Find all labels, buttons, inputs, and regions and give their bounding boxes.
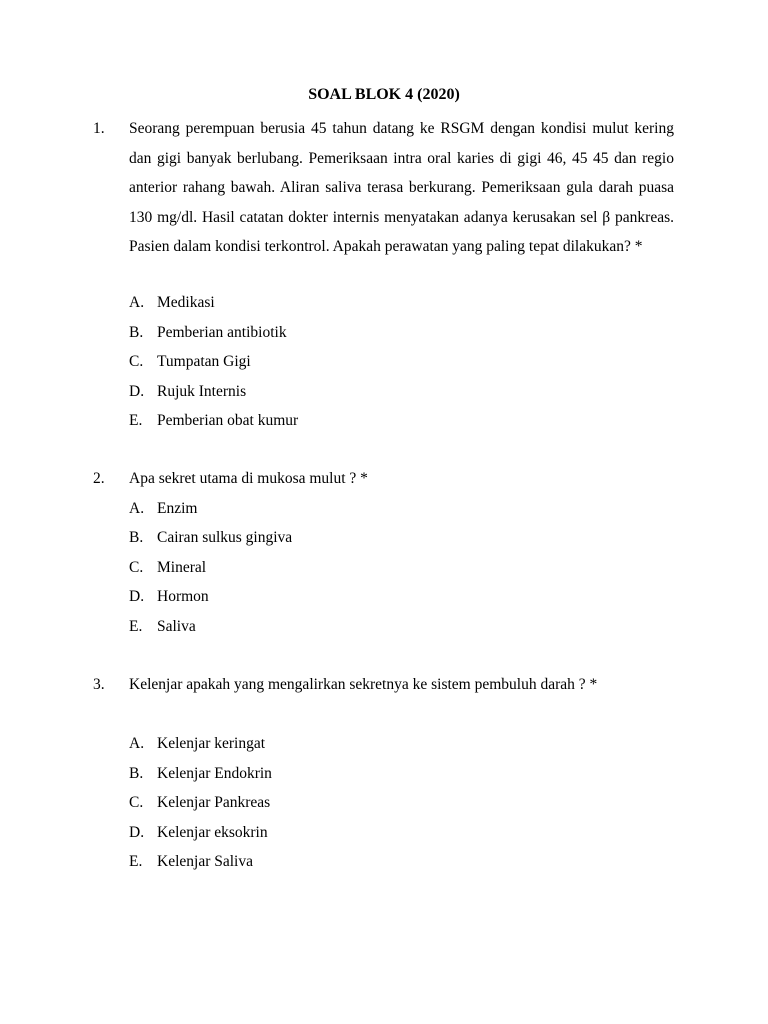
option-text: Kelenjar Saliva <box>157 853 253 870</box>
option-letter: B. <box>129 529 144 546</box>
option-letter: B. <box>129 323 144 341</box>
option-text: Kelenjar keringat <box>157 735 266 752</box>
option-letter: E. <box>129 412 143 429</box>
option-text: Kelenjar eksokrin <box>157 823 268 841</box>
option-text: Mineral <box>157 558 207 576</box>
question-number: 3. <box>93 676 105 693</box>
option-letter: C. <box>129 558 144 576</box>
option-letter: D. <box>129 823 145 841</box>
option-text: Tumpatan Gigi <box>157 353 251 370</box>
option-letter: E. <box>129 617 143 635</box>
option-text: Rujuk Internis <box>157 382 247 400</box>
option-text: Kelenjar Endokrin <box>157 764 272 782</box>
question-text: Seorang perempuan berusia 45 tahun datang ke RSGM dengan kondisi mulut kering dan gigi banyak berlubang. Pemeriksaan intra oral karies di gigi 46, 45 45 dan regio anterior rahang bawah. Aliran saliva terasa berkurang. Pemeriksaan gula darah puasa 130 mg/dl. Hasil catatan dokter internis menyatakan adanya kerusakan sel β pankreas. Pasien dalam kondisi terkontrol. Apakah perawatan yang paling tepat dilakukan? * <box>129 120 674 255</box>
question-number: 2. <box>93 470 105 487</box>
option-letter: D. <box>129 588 145 605</box>
option-letter: C. <box>129 353 144 370</box>
option-text: Saliva <box>157 617 196 635</box>
option-text: Hormon <box>157 588 209 605</box>
option-letter: B. <box>129 764 144 782</box>
question-number: 1. <box>93 120 105 137</box>
option-text: Pemberian antibiotik <box>157 323 287 341</box>
option-text: Kelenjar Pankreas <box>157 794 271 811</box>
option-letter: E. <box>129 853 143 870</box>
question-text: Kelenjar apakah yang mengalirkan sekretnya ke sistem pembuluh darah ? * <box>129 676 598 693</box>
option-letter: D. <box>129 382 145 400</box>
option-letter: A. <box>129 735 145 752</box>
option-letter: C. <box>129 794 144 811</box>
question-text: Apa sekret utama di mukosa mulut ? * <box>129 470 368 487</box>
option-text: Enzim <box>157 499 198 517</box>
option-letter: A. <box>129 499 145 517</box>
option-letter: A. <box>129 294 145 311</box>
page-title: SOAL BLOK 4 (2020) <box>308 86 460 103</box>
option-text: Pemberian obat kumur <box>157 412 299 429</box>
option-text: Medikasi <box>157 294 215 311</box>
option-text: Cairan sulkus gingiva <box>157 529 293 546</box>
